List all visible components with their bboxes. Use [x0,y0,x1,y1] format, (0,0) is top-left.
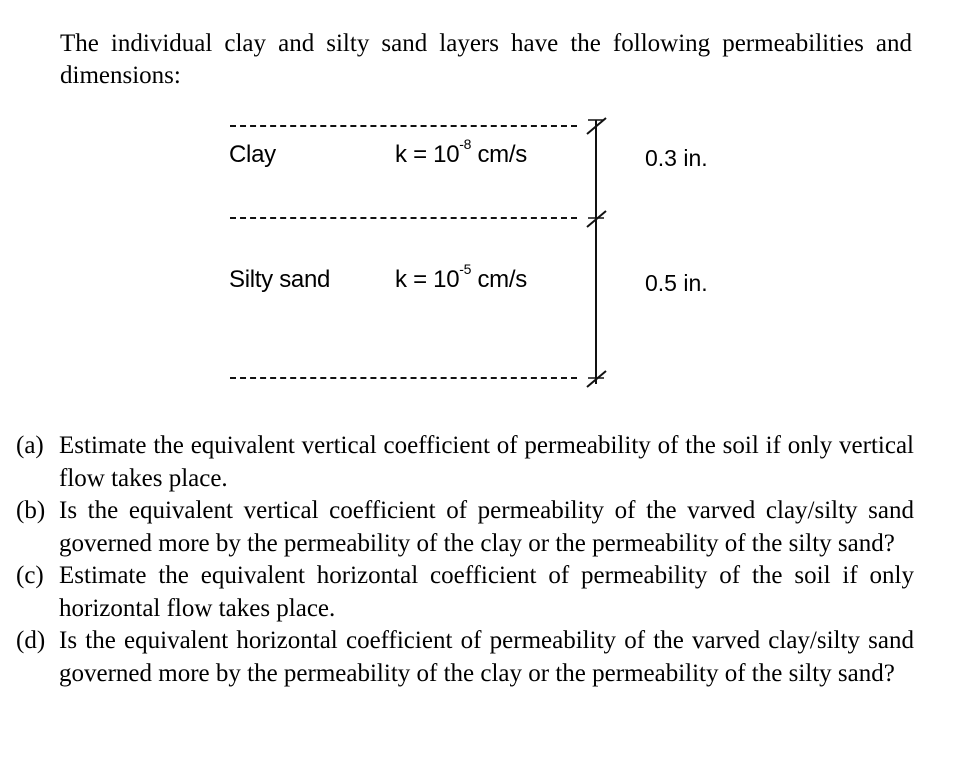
question-a [16,430,914,495]
question-a-tag: (a) [16,432,44,459]
clay-layer-name: Clay [229,141,276,168]
intro-line-2: dimensions: [60,62,181,89]
silty-sand-thickness: 0.5 in. [645,270,708,296]
question-list [16,430,914,690]
question-d-tag: (d) [16,627,46,654]
clay-k-exponent: -8 [459,136,472,152]
question-c [16,560,914,625]
question-d-text: Is the equivalent horizontal coefficient of permeability of the varved clay/silty sand governed more by the permeability of the clay or the permeability of the silty sand? [59,627,914,687]
question-a-text: Estimate the equivalent vertical coefficient of permeability of the soil if only vertical flow takes place. [59,432,914,492]
clay-permeability [395,136,527,169]
question-c-tag: (c) [16,562,44,589]
question-b-text: Is the equivalent vertical coefficient of permeability of the varved clay/silty sand governed more by the permeability of the clay or the permeability of the silty sand? [59,497,914,557]
question-b-tag: (b) [16,497,46,524]
clay-k-unit: cm/s [471,141,527,168]
question-c-text: Estimate the equivalent horizontal coefficient of permeability of the soil if only horizontal flow takes place. [59,562,914,622]
silty-sand-layer-name: Silty sand [229,266,331,293]
clay-k-prefix: k = 10 [395,141,460,168]
silty-sand-k-exponent: -5 [459,261,472,277]
silty-sand-k-prefix: k = 10 [395,266,460,293]
question-d [16,625,914,690]
question-b [16,495,914,560]
silty-sand-k-unit: cm/s [471,266,527,293]
silty-sand-permeability [395,261,527,294]
intro-line-1: The individual clay and silty sand layers have the following permeabilities and [60,30,912,57]
clay-thickness: 0.3 in. [645,145,708,171]
